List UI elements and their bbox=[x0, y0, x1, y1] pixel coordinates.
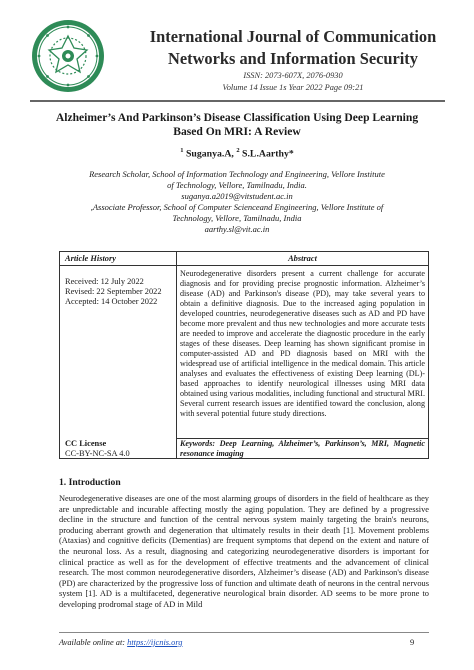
author-2-mark: 2 bbox=[236, 147, 240, 154]
affiliation-line: Technology, Vellore, Tamilnadu, India bbox=[172, 213, 302, 223]
accepted-date: Accepted: 14 October 2022 bbox=[65, 297, 158, 306]
affiliation-line: Research Scholar, School of Information Technology and Engineering, Vellore Institute bbox=[89, 169, 385, 179]
abstract-text: Neurodegenerative disorders present a current challenge for accurate diagnosis and for providing precise prognostic information. Alzheimer’s disease (AD) and Parkinson's disease (PD), may take several years to obtain a definitive diagnosis. Due to the increased aging population in developed countries, neurodegenerative diseases such as AD and PD have become more prevalent and thus new technologies and more accurate tests are needed to improve and accelerate the diagnostic procedure in the early stages of these diseases. Deep learning has shown significant promise in computer-assisted AD and PD diagnosis based on MRI with the widespread use of artificial intelligence in the medical domain. This article analyses and evaluates the effectiveness of existing Deep learning (DL)-based approaches to identify neurological illnesses using MRI data obtained using various modalities, including functional and structural MRI. Several current research issues are identified toward the conclusion, along with several potential future study directions. bbox=[180, 269, 425, 418]
keywords: Keywords: Deep Learning, Alzheimer’s, Parkinson’s, MRI, Magnetic resonance imaging bbox=[180, 439, 425, 458]
author-1-name: Suganya.A, bbox=[185, 148, 234, 160]
abstract-header: Abstract bbox=[288, 254, 317, 263]
volume-info: Volume 14 Issue 1s Year 2022 Page 09:21 bbox=[222, 83, 364, 92]
intro-paragraph: Neurodegenerative diseases are one of the most alarming groups of disorders in the field of healthcare as they are unpredictable and incurable affecting mostly the aging population. They are defined by a progressive decline in the structure and function of the central nervous system mainly targeting the brain's neurons, producing aberrant growth and degeneration that ultimately results in their death [1]. Movement problems (Ataxias) and cognitive deficits (Dementias) are frequent symptoms that depend on the extent and nature of the neuronal loss. As a result, diagnosing and categorizing neurodegenerative disorders is important for clinical practice as well as for the development of effective treatments and the advancement of clinical research. The most common neurodegenerative disorders, Alzheimer’s disease (AD) and Parkinson's disease (PD) are characterized by the progressive loss of function and ultimate death of neurons in the central nervous system [1]. AD is a multifaceted, degenerative neurological brain disorder. AD seems to be more prone to developing prodromal stage of AD in Mild bbox=[59, 494, 429, 609]
author-2-name: S.L.Aarthy* bbox=[242, 148, 294, 160]
page-number: 9 bbox=[410, 638, 415, 647]
cc-license-value: CC-BY-NC-SA 4.0 bbox=[65, 449, 130, 458]
issn: ISSN: 2073-607X, 2076-0930 bbox=[243, 71, 343, 80]
header-rule bbox=[60, 265, 428, 266]
journal-url-link[interactable]: https://ijcnis.org bbox=[127, 638, 183, 647]
authors bbox=[40, 147, 434, 159]
paper-title: Alzheimer’s And Parkinson’s Disease Classification Using Deep Learning Based On MRI: A Review bbox=[55, 111, 419, 138]
footer-availability bbox=[59, 638, 182, 647]
revised-date: Revised: 22 September 2022 bbox=[65, 287, 162, 296]
journal-title: International Journal of Communication Networks and Information Security bbox=[149, 27, 437, 68]
cc-license-label: CC License bbox=[65, 439, 107, 448]
author-1-email: suganya.a2019@vitstudent.ac.in bbox=[181, 191, 293, 201]
author-2-email: aarthy.sl@vit.ac.in bbox=[204, 224, 270, 234]
column-divider bbox=[176, 252, 177, 458]
affiliation-line: of Technology, Vellore, Tamilnadu, India. bbox=[167, 180, 307, 190]
available-label: Available online at: bbox=[59, 638, 126, 647]
affiliation-line: ,Associate Professor, School of Computer Scienceand Engineering, Vellore Institute of bbox=[90, 202, 384, 212]
author-1-mark: 1 bbox=[180, 147, 184, 154]
article-info-table bbox=[59, 251, 429, 459]
footer-divider bbox=[59, 632, 429, 633]
received-date: Received: 12 July 2022 bbox=[65, 277, 144, 286]
journal-seal-logo-icon bbox=[30, 18, 106, 94]
section-heading: 1. Introduction bbox=[59, 477, 121, 488]
header-divider bbox=[30, 100, 445, 102]
article-history-header: Article History bbox=[65, 254, 116, 263]
